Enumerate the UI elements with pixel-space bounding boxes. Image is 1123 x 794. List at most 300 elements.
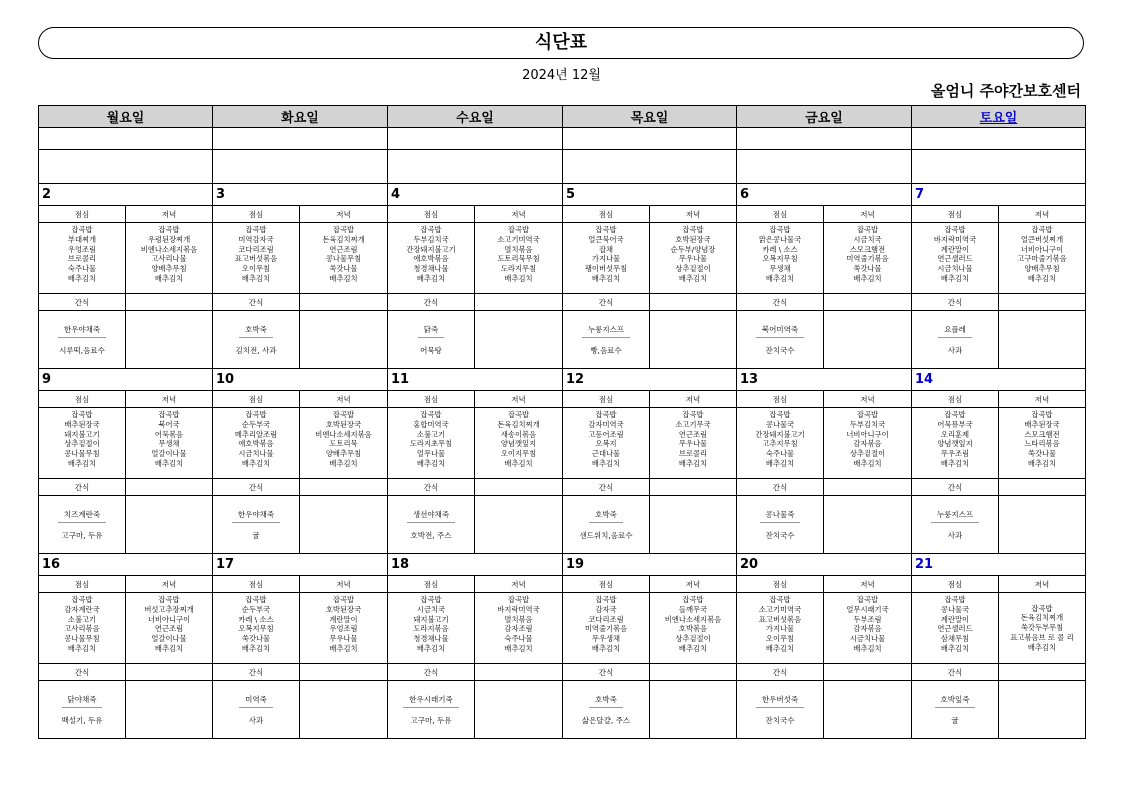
meal-header-row	[39, 391, 1086, 408]
menu-item: 잡곡밥	[944, 595, 966, 604]
dinner-header: 저녁	[650, 391, 737, 408]
lunch-menu-cell	[912, 593, 999, 664]
menu-item: 배추김치	[329, 273, 358, 283]
lunch-menu-cell	[737, 223, 824, 294]
menu-item: 계란말이	[940, 614, 970, 624]
menu-item: 비엔나소세지볶음	[140, 244, 198, 254]
menu-item: 무우나물	[678, 254, 708, 264]
empty-cell	[475, 664, 563, 681]
lunch-menu-cell	[213, 223, 300, 294]
lunch-header: 점심	[737, 576, 824, 593]
snack-porridge: 한우버섯죽	[756, 694, 804, 708]
menu-item: 잡곡밥	[71, 410, 93, 419]
menu-item: 소고기무국	[675, 419, 711, 429]
empty-cell	[388, 128, 563, 150]
dinner-menu-cell	[999, 223, 1086, 294]
menu-item: 애호박볶음	[238, 439, 274, 449]
menu-item: 오복지무침	[762, 254, 798, 264]
menu-item: 오복지	[595, 439, 617, 449]
menu-item: 잡곡밥	[1031, 225, 1053, 234]
date-row	[39, 369, 1086, 391]
menu-item: 미역줄기볶음	[584, 624, 628, 634]
menu-item: 표고버섯볶음	[758, 614, 802, 624]
menu-item: 북어국	[158, 419, 180, 429]
menu-item: 감자볶음	[853, 624, 882, 634]
menu-item: 상추겉절이	[675, 264, 711, 274]
dinner-header: 저녁	[300, 576, 388, 593]
menu-item: 고사리볶음	[64, 624, 100, 634]
date-cell: 21	[912, 554, 1086, 576]
dinner-header: 저녁	[650, 206, 737, 223]
menu-item: 쑥갓나물	[1027, 449, 1057, 459]
empty-cell	[999, 681, 1086, 739]
menu-item: 배추김치	[154, 273, 184, 283]
snack-detail-cell	[912, 311, 999, 369]
menu-item: 연근조림	[678, 429, 708, 439]
menu-item: 메추리알조림	[234, 429, 278, 439]
dinner-menu-cell	[475, 408, 563, 479]
snack-label: 간식	[737, 479, 824, 496]
menu-item: 배추김치	[67, 458, 97, 468]
weekday-header[interactable]: 토요일	[912, 106, 1086, 128]
menu-item: 배추김치	[1027, 642, 1057, 652]
menu-item: 두부김치국	[413, 234, 449, 244]
menu-item: 소불고기	[416, 429, 446, 439]
menu-item: 배추김치	[940, 643, 970, 653]
menu-row	[39, 408, 1086, 479]
empty-cell	[824, 664, 912, 681]
menu-item: 배추김치	[940, 458, 970, 468]
snack-label: 간식	[39, 479, 126, 496]
snack-item: 잔치국수	[765, 530, 795, 540]
empty-cell	[300, 479, 388, 496]
menu-item: 두부김치국	[849, 419, 886, 429]
menu-item: 무우나물	[329, 634, 358, 644]
menu-item: 배추김치	[504, 273, 533, 283]
lunch-menu-cell	[912, 223, 999, 294]
dinner-header: 저녁	[475, 391, 563, 408]
menu-item: 무생채	[158, 439, 180, 449]
menu-item: 상추겉절이	[849, 449, 886, 459]
menu-item: 잡곡밥	[332, 595, 355, 604]
lunch-menu-cell	[388, 593, 475, 664]
snack-porridge: 닭죽	[418, 324, 445, 338]
lunch-menu-cell	[388, 408, 475, 479]
date-cell: 9	[39, 369, 213, 391]
menu-item: 쑥갓두부무침	[1020, 623, 1064, 633]
menu-item: 돼지불고기	[64, 429, 100, 439]
menu-item: 카레 \ 소스	[238, 614, 274, 624]
menu-item: 배추김치	[154, 458, 184, 468]
menu-item: 가지나물	[591, 254, 621, 264]
date-cell: 2	[39, 184, 213, 206]
empty-cell	[39, 128, 213, 150]
menu-item: 배추김치	[940, 273, 970, 283]
menu-item: 연근샐러드	[937, 254, 973, 264]
snack-porridge: 호박죽	[589, 509, 623, 523]
snack-detail-cell	[563, 496, 650, 554]
menu-item: 순두부국	[241, 419, 271, 429]
menu-item: 배추김치	[853, 458, 882, 468]
menu-item: 잡곡밥	[507, 595, 530, 604]
menu-item: 잡곡밥	[944, 410, 966, 419]
menu-item: 콩나물국	[765, 419, 795, 429]
lunch-header: 점심	[213, 576, 300, 593]
weekday-header: 목요일	[563, 106, 737, 128]
snack-detail-cell	[737, 496, 824, 554]
dinner-menu-cell	[824, 408, 912, 479]
empty-cell	[475, 294, 563, 311]
menu-item: 바지락미역국	[497, 604, 540, 614]
menu-item: 배추김치	[416, 643, 446, 653]
snack-label-row	[39, 479, 1086, 496]
menu-item: 너비아니구이	[1020, 244, 1064, 254]
menu-item: 배추김치	[591, 643, 621, 653]
snack-detail-cell	[388, 311, 475, 369]
date-cell: 3	[213, 184, 388, 206]
menu-item: 콩나물무침	[64, 634, 100, 644]
menu-item: 감자계란국	[64, 604, 100, 614]
snack-label: 간식	[563, 664, 650, 681]
menu-item: 잡곡밥	[769, 225, 791, 234]
menu-item: 돼지불고기	[413, 614, 449, 624]
date-cell: 18	[388, 554, 563, 576]
snack-item: 시루떡,음료수	[59, 345, 105, 355]
menu-item: 연근조림	[154, 624, 184, 634]
menu-item: 숙주나물	[67, 264, 97, 274]
menu-item: 배추김치	[765, 273, 795, 283]
menu-item: 어묵뮤부국	[937, 419, 973, 429]
month-subtitle: 2024년 12월	[522, 68, 601, 83]
dinner-header: 저녁	[126, 391, 213, 408]
snack-label: 간식	[563, 294, 650, 311]
menu-item: 콩나물국	[940, 604, 970, 614]
lunch-header: 점심	[563, 391, 650, 408]
empty-cell	[39, 150, 213, 184]
menu-item: 잡곡밥	[332, 225, 355, 234]
menu-item: 도토리묵	[329, 439, 358, 449]
snack-detail-row	[39, 496, 1086, 554]
menu-item: 잡곡밥	[158, 595, 180, 604]
snack-detail-cell	[912, 496, 999, 554]
snack-item: 어묵탕	[420, 345, 442, 355]
lunch-menu-cell	[213, 408, 300, 479]
lunch-menu-cell	[213, 593, 300, 664]
empty-cell	[300, 311, 388, 369]
menu-item: 코다리조림	[238, 244, 274, 254]
empty-cell	[650, 664, 737, 681]
dinner-header: 저녁	[300, 391, 388, 408]
menu-item: 쑥갓나물	[853, 264, 882, 274]
snack-porridge: 요플레	[938, 324, 972, 338]
date-cell: 13	[737, 369, 912, 391]
lunch-menu-cell	[39, 593, 126, 664]
menu-item: 잡곡밥	[856, 225, 879, 234]
menu-item: 잡곡밥	[507, 225, 530, 234]
menu-item: 오복지무침	[238, 624, 274, 634]
empty-cell	[824, 681, 912, 739]
snack-detail-cell	[388, 681, 475, 739]
empty-cell	[300, 664, 388, 681]
dinner-menu-cell	[650, 223, 737, 294]
snack-detail-cell	[737, 681, 824, 739]
date-cell: 10	[213, 369, 388, 391]
weekday-header: 화요일	[213, 106, 388, 128]
empty-cell	[737, 128, 912, 150]
menu-item: 잡곡밥	[507, 410, 530, 419]
menu-item: 쑥갓나물	[329, 264, 358, 274]
snack-item: 호박전, 주스	[410, 530, 452, 540]
meal-header-row	[39, 576, 1086, 593]
menu-item: 배추김치	[67, 643, 97, 653]
date-cell: 5	[563, 184, 737, 206]
date-cell: 11	[388, 369, 563, 391]
menu-item: 계란말이	[940, 244, 970, 254]
menu-item: 잡곡밥	[420, 225, 442, 234]
menu-item: 숙주나물	[765, 449, 795, 459]
menu-item: 배추김치	[591, 273, 621, 283]
menu-item: 돈육김치찌개	[1020, 613, 1064, 623]
menu-item: 배추김치	[1027, 458, 1057, 468]
lunch-menu-cell	[39, 408, 126, 479]
lunch-header: 점심	[213, 391, 300, 408]
menu-item: 잡곡밥	[595, 225, 617, 234]
lunch-menu-cell	[912, 408, 999, 479]
empty-cell	[999, 496, 1086, 554]
center-name: 올엄니 주야간보호센터	[930, 82, 1081, 100]
snack-detail-cell	[563, 311, 650, 369]
empty-cell	[999, 311, 1086, 369]
date-cell: 6	[737, 184, 912, 206]
empty-cell	[650, 681, 737, 739]
menu-item: 어묵볶음	[154, 429, 184, 439]
dinner-menu-cell	[300, 408, 388, 479]
empty-cell	[475, 311, 563, 369]
snack-porridge: 한우야채죽	[232, 509, 280, 523]
menu-item: 너비아니구이	[147, 614, 191, 624]
snack-item: 삶은달걀, 주스	[581, 715, 631, 725]
lunch-header: 점심	[39, 391, 126, 408]
snack-detail-cell	[39, 496, 126, 554]
menu-item: 코다리조림	[588, 614, 624, 624]
empty-cell	[999, 479, 1086, 496]
snack-porridge: 미역죽	[239, 694, 273, 708]
lunch-menu-cell	[563, 223, 650, 294]
menu-item: 양배추무침	[151, 264, 187, 274]
menu-item: 얼갈이나물	[151, 634, 187, 644]
menu-item: 쑥갓나물	[241, 634, 271, 644]
menu-item: 잡곡밥	[158, 225, 180, 234]
empty-cell	[300, 681, 388, 739]
snack-porridge: 북어미역죽	[756, 324, 804, 338]
snack-detail-row	[39, 311, 1086, 369]
snack-label: 간식	[388, 294, 475, 311]
menu-item: 가지나물	[765, 624, 795, 634]
menu-item: 호박된장국	[325, 604, 362, 614]
snack-detail-cell	[737, 311, 824, 369]
menu-item: 배추김치	[678, 643, 708, 653]
meal-calendar-table	[38, 105, 1086, 739]
snack-porridge: 한우야채죽	[58, 324, 106, 338]
menu-item: 배추된장국	[1024, 419, 1060, 429]
menu-item: 돈육김치찌개	[497, 419, 540, 429]
lunch-header: 점심	[912, 391, 999, 408]
menu-item: 표고볶음브 로 콜 리	[1010, 632, 1074, 642]
menu-item: 잡곡밥	[1031, 603, 1053, 613]
menu-item: 시금치국	[416, 604, 446, 614]
menu-item: 양배추무침	[1024, 264, 1060, 274]
empty-cell	[126, 294, 213, 311]
weekday-header: 월요일	[39, 106, 213, 128]
menu-item: 연근샐러드	[937, 624, 973, 634]
empty-cell	[650, 311, 737, 369]
snack-label: 간식	[912, 664, 999, 681]
menu-item: 도라지초무침	[409, 439, 453, 449]
snack-detail-cell	[388, 496, 475, 554]
empty-cell	[999, 294, 1086, 311]
menu-item: 고구마줄기볶음	[1017, 254, 1067, 264]
menu-item: 잡곡밥	[682, 410, 704, 419]
snack-porridge: 생선야채죽	[407, 509, 455, 523]
menu-item: 콩나물무침	[64, 449, 100, 459]
snack-label: 간식	[388, 479, 475, 496]
menu-item: 얼무시래기국	[846, 604, 889, 614]
date-cell: 20	[737, 554, 912, 576]
dinner-menu-cell	[126, 408, 213, 479]
dinner-menu-cell	[824, 593, 912, 664]
dinner-menu-cell	[126, 223, 213, 294]
meal-header-row	[39, 206, 1086, 223]
date-row	[39, 184, 1086, 206]
empty-cell	[824, 479, 912, 496]
snack-porridge: 콩나물죽	[760, 509, 801, 523]
menu-row	[39, 223, 1086, 294]
menu-item: 계란말이	[329, 614, 358, 624]
dinner-header: 저녁	[475, 206, 563, 223]
dinner-menu-cell	[999, 408, 1086, 479]
empty-cell	[737, 150, 912, 184]
empty-cell	[300, 294, 388, 311]
dinner-header: 저녁	[999, 206, 1086, 223]
snack-label: 간식	[39, 294, 126, 311]
menu-item: 멸치볶음	[504, 244, 533, 254]
lunch-menu-cell	[737, 593, 824, 664]
menu-item: 얼갈이나물	[151, 449, 187, 459]
menu-item: 잡곡밥	[245, 225, 267, 234]
menu-item: 잡곡밥	[682, 595, 704, 604]
menu-item: 고추지무침	[762, 439, 798, 449]
snack-detail-cell	[39, 681, 126, 739]
menu-item: 잡곡밥	[769, 410, 791, 419]
menu-item: 잡곡밥	[245, 410, 267, 419]
menu-item: 시금치나물	[937, 264, 973, 274]
menu-item: 미역감자국	[238, 234, 274, 244]
empty-cell	[650, 479, 737, 496]
dinner-menu-cell	[300, 223, 388, 294]
menu-item: 우엉조림	[67, 244, 97, 254]
dinner-header: 저녁	[126, 576, 213, 593]
menu-item: 오이무침	[765, 634, 795, 644]
menu-item: 상추겉절이	[64, 439, 100, 449]
menu-item: 잡곡밥	[595, 595, 617, 604]
menu-item: 잡곡밥	[71, 225, 93, 234]
menu-item: 두부조림	[853, 614, 882, 624]
menu-item: 삼채무침	[940, 634, 970, 644]
lunch-header: 점심	[213, 206, 300, 223]
menu-item: 잡곡밥	[245, 595, 267, 604]
empty-cell	[475, 496, 563, 554]
menu-item: 배추김치	[154, 643, 184, 653]
dinner-header: 저녁	[300, 206, 388, 223]
snack-detail-cell	[39, 311, 126, 369]
menu-item: 새송이볶음	[500, 429, 537, 439]
menu-item: 도토리묵무침	[497, 254, 540, 264]
menu-item: 오이지무침	[500, 449, 537, 459]
lunch-header: 점심	[912, 206, 999, 223]
empty-row	[39, 150, 1086, 184]
empty-cell	[300, 496, 388, 554]
empty-cell	[563, 150, 737, 184]
dinner-header: 저녁	[824, 391, 912, 408]
menu-item: 돈육김치찌개	[322, 234, 365, 244]
lunch-menu-cell	[388, 223, 475, 294]
empty-cell	[650, 496, 737, 554]
dinner-menu-cell	[126, 593, 213, 664]
empty-cell	[475, 479, 563, 496]
weekday-header: 수요일	[388, 106, 563, 128]
menu-item: 비엔나소세지볶음	[664, 614, 722, 624]
empty-cell	[563, 128, 737, 150]
menu-item: 고등어조림	[588, 429, 624, 439]
dinner-header: 저녁	[824, 206, 912, 223]
menu-item: 배추김치	[241, 458, 271, 468]
menu-item: 버섯고추장찌개	[144, 604, 194, 614]
snack-detail-cell	[213, 496, 300, 554]
lunch-header: 점심	[737, 391, 824, 408]
menu-item: 순두부국	[241, 604, 271, 614]
menu-item: 너비아니구이	[846, 429, 889, 439]
snack-item: 사과	[947, 530, 963, 540]
menu-item: 맑은콩나물국	[758, 234, 802, 244]
menu-item: 배추김치	[678, 458, 708, 468]
snack-detail-cell	[912, 681, 999, 739]
snack-label-row	[39, 664, 1086, 681]
snack-item: 김치전, 사과	[235, 345, 277, 355]
dinner-menu-cell	[650, 593, 737, 664]
menu-item: 무우생채	[591, 634, 621, 644]
menu-item: 브로콜리	[67, 254, 97, 264]
lunch-header: 점심	[39, 206, 126, 223]
date-cell: 12	[563, 369, 737, 391]
snack-item: 사과	[248, 715, 264, 725]
snack-item: 샌드위치,음료수	[579, 530, 633, 540]
menu-item: 시금치국	[853, 234, 882, 244]
snack-item: 잔치국수	[765, 345, 795, 355]
snack-label: 간식	[737, 294, 824, 311]
menu-item: 연근조림	[329, 244, 358, 254]
menu-item: 배추김치	[241, 643, 271, 653]
menu-item: 무우나물	[678, 439, 708, 449]
menu-item: 카레 \ 소스	[762, 244, 798, 254]
menu-item: 배추김치	[591, 458, 621, 468]
menu-item: 오이무침	[241, 264, 271, 274]
menu-item: 들깨무국	[678, 604, 708, 614]
dinner-header: 저녁	[126, 206, 213, 223]
menu-item: 콩나물무침	[325, 254, 362, 264]
menu-item: 오리훈제	[940, 429, 970, 439]
empty-cell	[126, 479, 213, 496]
dinner-header: 저녁	[824, 576, 912, 593]
